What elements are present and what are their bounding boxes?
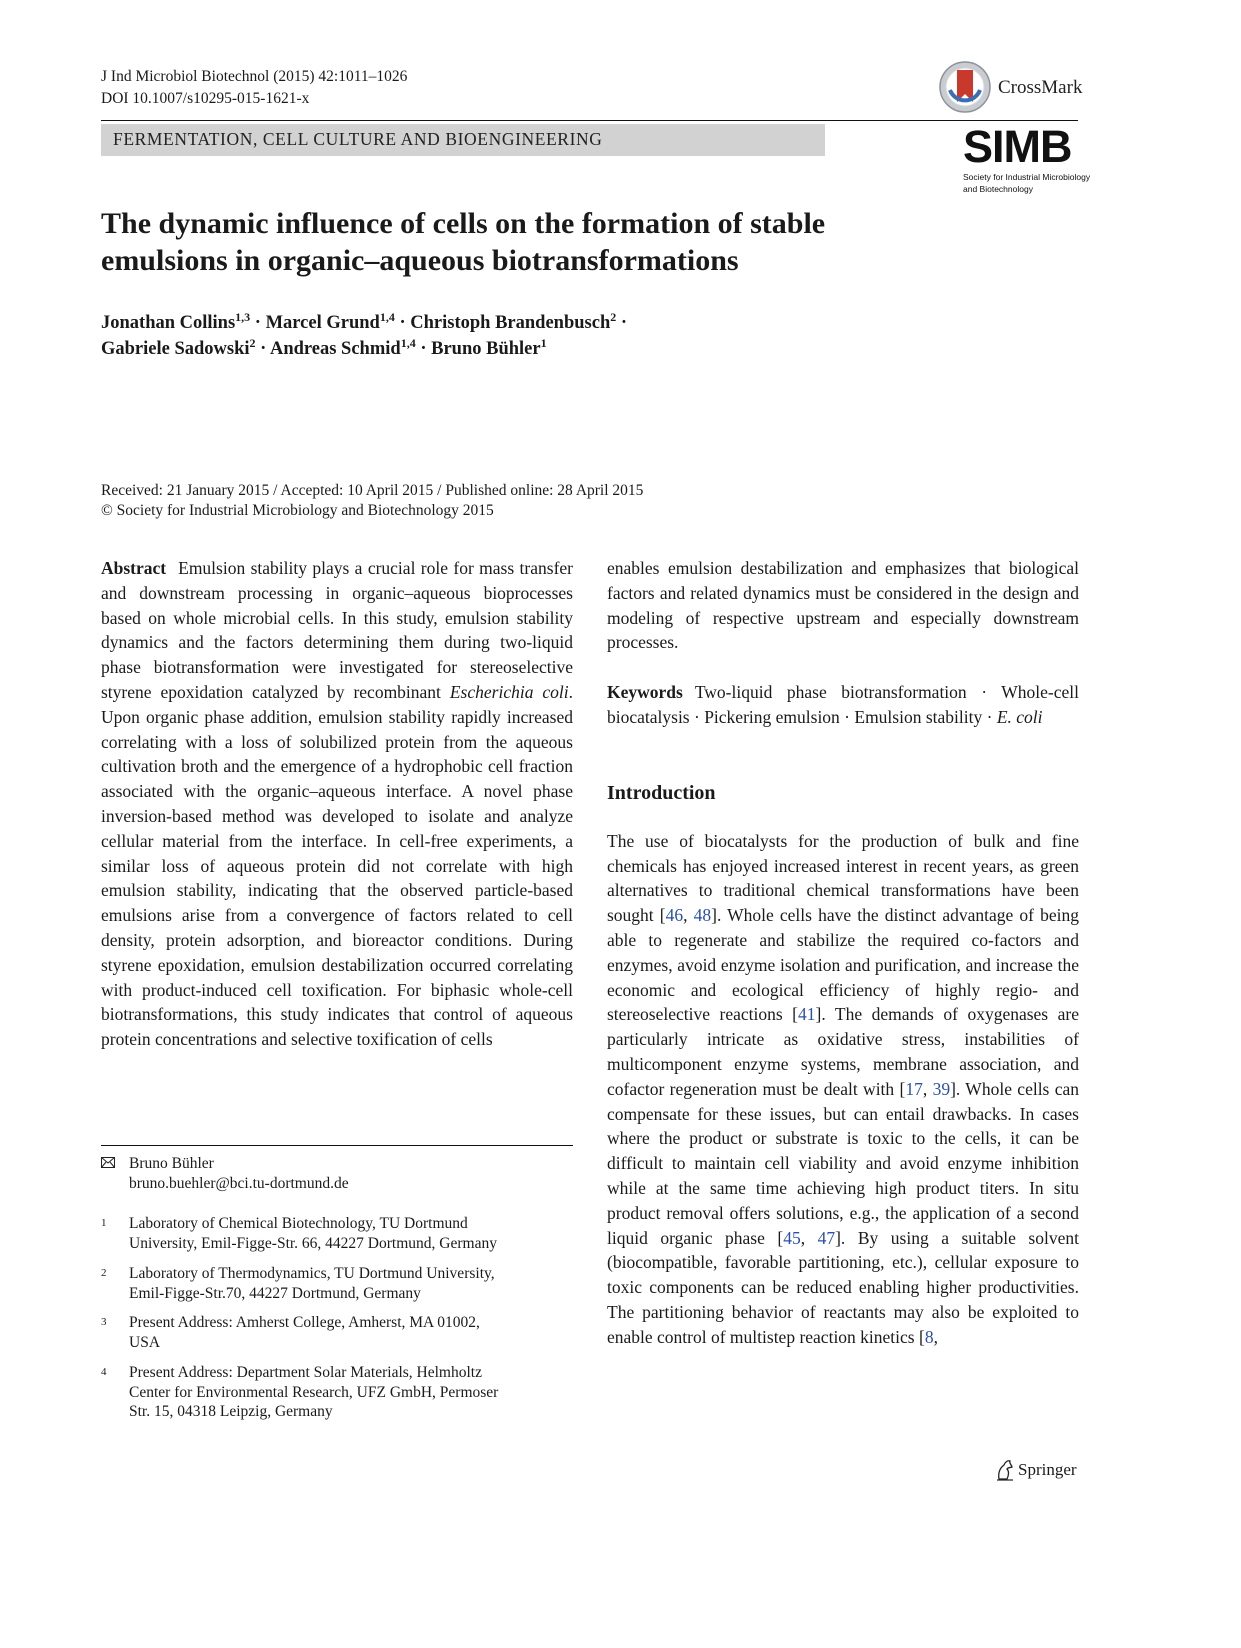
keywords-last: E. coli [996, 706, 1043, 727]
intro-text: ]. Whole cells can compensate for these issues, but can entail drawbacks. In cases where the product or substrate is toxic to the cells, it can be difficult to maintain cell viability and avoid enzyme inhibition while at the same time achieving high product titers. In situ product removal offers solutions, e.g., the application of a second liquid organic phase [ [607, 1078, 1080, 1248]
simb-logo [963, 121, 1091, 194]
intro-text: ]. Whole cells have the distinct advantage of being able to regenerate and stabilize the required co-factors and enzymes, avoid enzyme isolation and purification, and increase the economic and ecological efficiency of highly regio- and stereoselective reactions [ [607, 905, 1080, 1025]
intro-text: ]. By using a suitable solvent (biocompatible, favorable partitioning, etc.), cellular exposure to toxic components can be reduced enabling higher productivities. The partitioning behavior of reactants may also be exploited to enable control of multistep reaction kinetics [ [607, 1227, 1079, 1347]
citation-link[interactable]: 48 [693, 905, 712, 926]
publication-history [101, 481, 643, 521]
author-name[interactable]: Gabriele Sadowski [101, 339, 250, 359]
journal-reference: J Ind Microbiol Biotechnol (2015) 42:1011–1026 [101, 68, 408, 85]
simb-subtitle-1: Society for Industrial Microbiology [963, 172, 1091, 182]
affiliation-4 [101, 1363, 573, 1422]
author-affiliation: 2 [249, 336, 256, 350]
affiliation-text: USA [129, 1333, 161, 1351]
intro-text: , [800, 1227, 818, 1248]
affiliation-2 [101, 1264, 573, 1303]
publisher-logo [995, 1458, 1085, 1482]
doi: DOI 10.1007/s10295-015-1621-x [101, 90, 310, 107]
author-name[interactable]: Christoph Brandenbusch [410, 313, 611, 333]
affiliation-number: 1 [101, 1217, 107, 1229]
crossmark-badge[interactable] [938, 60, 1098, 116]
journal-citation [101, 66, 407, 110]
affiliation-text: Present Address: Amherst College, Amherst, MA 01002, [129, 1314, 480, 1331]
author-list: Jonathan Collins$^{1,3}$ · Marcel Grund$^{1,4}$ · Christoph Brandenbusch$^2$ · Gabriele Sadowski$^2$ · Andreas Schmid$^{1,4}$ · Bruno Bühler$^1$ [101, 310, 628, 359]
simb-wordmark: SIMB [963, 121, 1072, 172]
affiliation-text: Emil-Figge-Str.70, 44227 Dortmund, Germany [129, 1284, 421, 1302]
intro-text: , [933, 1326, 938, 1347]
right-column [607, 556, 1079, 1350]
citation-link[interactable]: 45 [783, 1227, 801, 1248]
affiliation-text: Str. 15, 04318 Leipzig, Germany [129, 1403, 333, 1420]
affiliation-number: 4 [101, 1366, 107, 1378]
article-category: FERMENTATION, CELL CULTURE AND BIOENGINEERING [113, 129, 603, 149]
received-dates: Received: 21 January 2015 / Accepted: 10 April 2015 / Published online: 28 April 2015 [101, 482, 644, 499]
keywords-text: Two-liquid phase biotransformation · Whole-cell biocatalysis · Pickering emulsion · Emulsion stability · [607, 682, 1079, 727]
affiliation-text: Laboratory of Thermodynamics, TU Dortmund University, [129, 1265, 495, 1282]
affiliation-number: 2 [101, 1267, 107, 1279]
footnote-rule [101, 1145, 573, 1146]
citation-link[interactable]: 17 [905, 1078, 923, 1099]
affiliation-text: Present Address: Department Solar Materials, Helmholtz [129, 1364, 482, 1381]
author-affiliation: 1,3 [235, 310, 251, 324]
author-name[interactable]: Jonathan Collins [101, 313, 236, 333]
intro-text: The use of biocatalysts for the production of bulk and fine chemicals has enjoyed increased interest in recent years, as green alternatives to traditional chemical transformations have been sought [ [607, 830, 1079, 926]
affiliation-3 [101, 1313, 573, 1352]
citation-link[interactable]: 8 [924, 1326, 934, 1347]
copyright: © Society for Industrial Microbiology and Biotechnology 2015 [101, 502, 494, 519]
keywords-paragraph [607, 680, 1079, 730]
intro-text: , [922, 1078, 933, 1099]
intro-text: ]. The demands of oxygenases are particularly intricate as oxidative stress, instabilities of multicomponent enzyme systems, membrane association, and cofactor regeneration must be dealt with [ [607, 1004, 1079, 1099]
abstract-text-a: Emulsion stability plays a crucial role for mass transfer and downstream processing in organic–aqueous bioprocesses based on whole microbial cells. In this study, emulsion stability dynamics and the factors determining them during two-liquid phase biotransformation were investigated for stereoselective styrene epoxidation catalyzed by recombinant [101, 558, 573, 702]
article-title [101, 205, 921, 279]
citation-link[interactable]: 47 [817, 1227, 836, 1248]
envelope-icon [101, 1157, 115, 1168]
crossmark-icon [938, 60, 992, 114]
author-affiliation: 1,4 [400, 336, 416, 350]
corresponding-email[interactable]: bruno.buehler@bci.tu-dortmund.de [129, 1174, 349, 1192]
citation-link[interactable]: 39 [932, 1078, 951, 1099]
author-affiliation: 2 [610, 310, 617, 324]
citation-link[interactable]: 46 [665, 905, 684, 926]
abstract-text-b: . Upon organic phase addition, emulsion stability rapidly increased correlating with a loss of solubilized protein from the aqueous cultivation broth and the emergence of a hydrophobic cell fraction associated with the organic–aqueous interface. A novel phase inversion-based method was developed to isolate and analyze cellular material from the interface. In cell-free experiments, a similar loss of aqueous protein did not correlate with high emulsion stability, indicating that the observed particle-based emulsions arise from a convergence of factors related to cell density, protein adsorption, and bioreactor conditions. During styrene epoxidation, emulsion destabilization occurred correlating with product-induced cell toxification. For biphasic whole-cell biotransformations, this study indicates that control of aqueous protein concentrations and selective toxification of cells [101, 681, 573, 1050]
corresponding-name: Bruno Bühler [129, 1155, 214, 1172]
abstract-heading: Abstract [101, 558, 167, 578]
abstract-organism: Escherichia coli [449, 681, 569, 702]
intro-text: , [683, 905, 694, 926]
simb-subtitle-2: and Biotechnology [963, 184, 1033, 194]
affiliation-text: University, Emil-Figge-Str. 66, 44227 Dortmund, Germany [129, 1234, 497, 1252]
title-line-1: The dynamic influence of cells on the formation of stable [101, 207, 826, 240]
header-rule [101, 120, 1078, 121]
author-affiliation: 1 [540, 336, 547, 350]
affiliation-1 [101, 1214, 573, 1253]
author-name[interactable]: Andreas Schmid [269, 339, 401, 359]
affiliation-text: Laboratory of Chemical Biotechnology, TU Dortmund [129, 1215, 468, 1232]
crossmark-label: CrossMark [998, 77, 1083, 98]
author-affiliation: 1,4 [379, 310, 395, 324]
abstract-paragraph [101, 556, 573, 1052]
abstract-column [101, 556, 573, 1052]
author-name[interactable]: Bruno Bühler [431, 339, 541, 359]
affiliation-text: Center for Environmental Research, UFZ GmbH, Permoser [129, 1383, 499, 1401]
author-name[interactable]: Marcel Grund [265, 313, 380, 333]
article-category-banner [101, 124, 825, 156]
introduction-paragraph [607, 829, 1079, 1350]
title-line-2: emulsions in organic–aqueous biotransformations [101, 244, 739, 277]
publisher-name: Springer [1018, 1460, 1077, 1479]
affiliation-number: 3 [101, 1316, 107, 1328]
keywords-heading: Keywords [607, 682, 683, 703]
abstract-continuation: enables emulsion destabilization and emphasizes that biological factors and related dynamics must be considered in the design and modeling of respective upstream and especially downstream processes. [607, 558, 1079, 653]
corresponding-author [101, 1154, 573, 1193]
springer-horse-icon [995, 1459, 1015, 1481]
introduction-heading: Introduction [607, 781, 716, 804]
citation-link[interactable]: 41 [798, 1004, 816, 1025]
